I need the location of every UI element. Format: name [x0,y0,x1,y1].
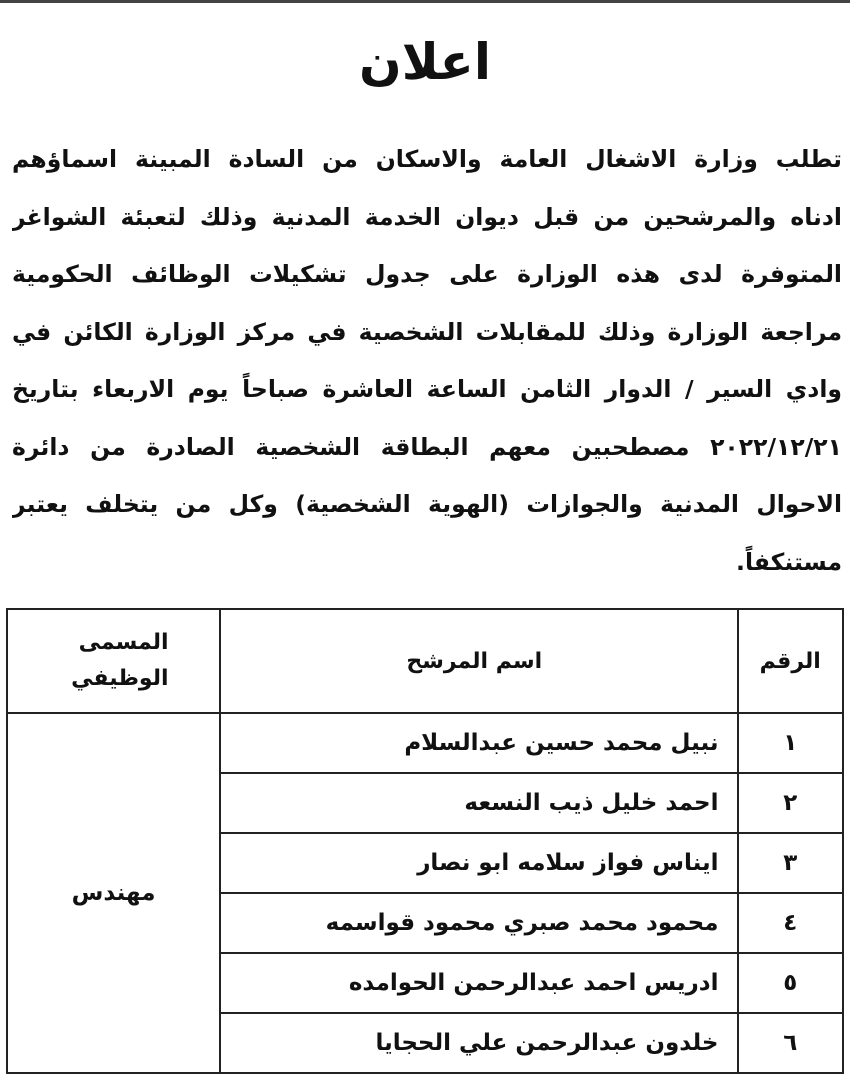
body-line: المتوفرة لدى هذه الوزارة على جدول تشكيلات الوظائف الحكومية [12,260,842,288]
body-line: ادناه والمرشحين من قبل ديوان الخدمة المدنية وذلك لتعبئة الشواغر [12,202,842,231]
header-number: الرقم [738,609,844,713]
row-candidate-name: خلدون عبدالرحمن علي الحجايا [220,1013,737,1073]
body-line: مستنكفاً. [736,547,842,576]
announcement-title: اعلان [359,33,491,91]
announcement-body [12,131,842,591]
row-number: ٣ [738,833,844,893]
body-line: مراجعة الوزارة وذلك للمقابلات الشخصية في مركز الوزارة الكائن في [12,317,842,346]
row-number: ٤ [738,893,844,953]
candidates-table [6,608,844,1074]
row-candidate-name: ايناس فواز سلامه ابو نصار [220,833,737,893]
row-number: ٥ [738,953,844,1013]
row-number: ٦ [738,1013,844,1073]
body-line: الاحوال المدنية والجوازات (الهوية الشخصية) وكل من يتخلف يعتبر [12,490,842,518]
table-header-row [7,609,843,713]
row-number: ١ [738,713,844,773]
row-candidate-name: ادريس احمد عبدالرحمن الحوامده [220,953,737,1013]
body-line: وادي السير / الدوار الثامن الساعة العاشرة صباحاً يوم الاربعاء بتاريخ [12,375,842,403]
table-row [7,713,843,773]
header-candidate-name: اسم المرشح [220,609,737,713]
row-job-title: مهندس [7,713,220,1073]
row-number: ٢ [738,773,844,833]
row-candidate-name: محمود محمد صبري محمود قواسمه [220,893,737,953]
header-job-title-label: المسمى الوظيفي [71,630,169,691]
body-line: ٢٠٢٢/١٢/٢١ مصطحبين معهم البطاقة الشخصية الصادرة من دائرة [12,432,842,461]
header-job-title [7,609,220,713]
row-candidate-name: نبيل محمد حسين عبدالسلام [220,713,737,773]
row-candidate-name: احمد خليل ذيب النسعه [220,773,737,833]
body-line: تطلب وزارة الاشغال العامة والاسكان من السادة المبينة اسماؤهم [12,145,842,173]
